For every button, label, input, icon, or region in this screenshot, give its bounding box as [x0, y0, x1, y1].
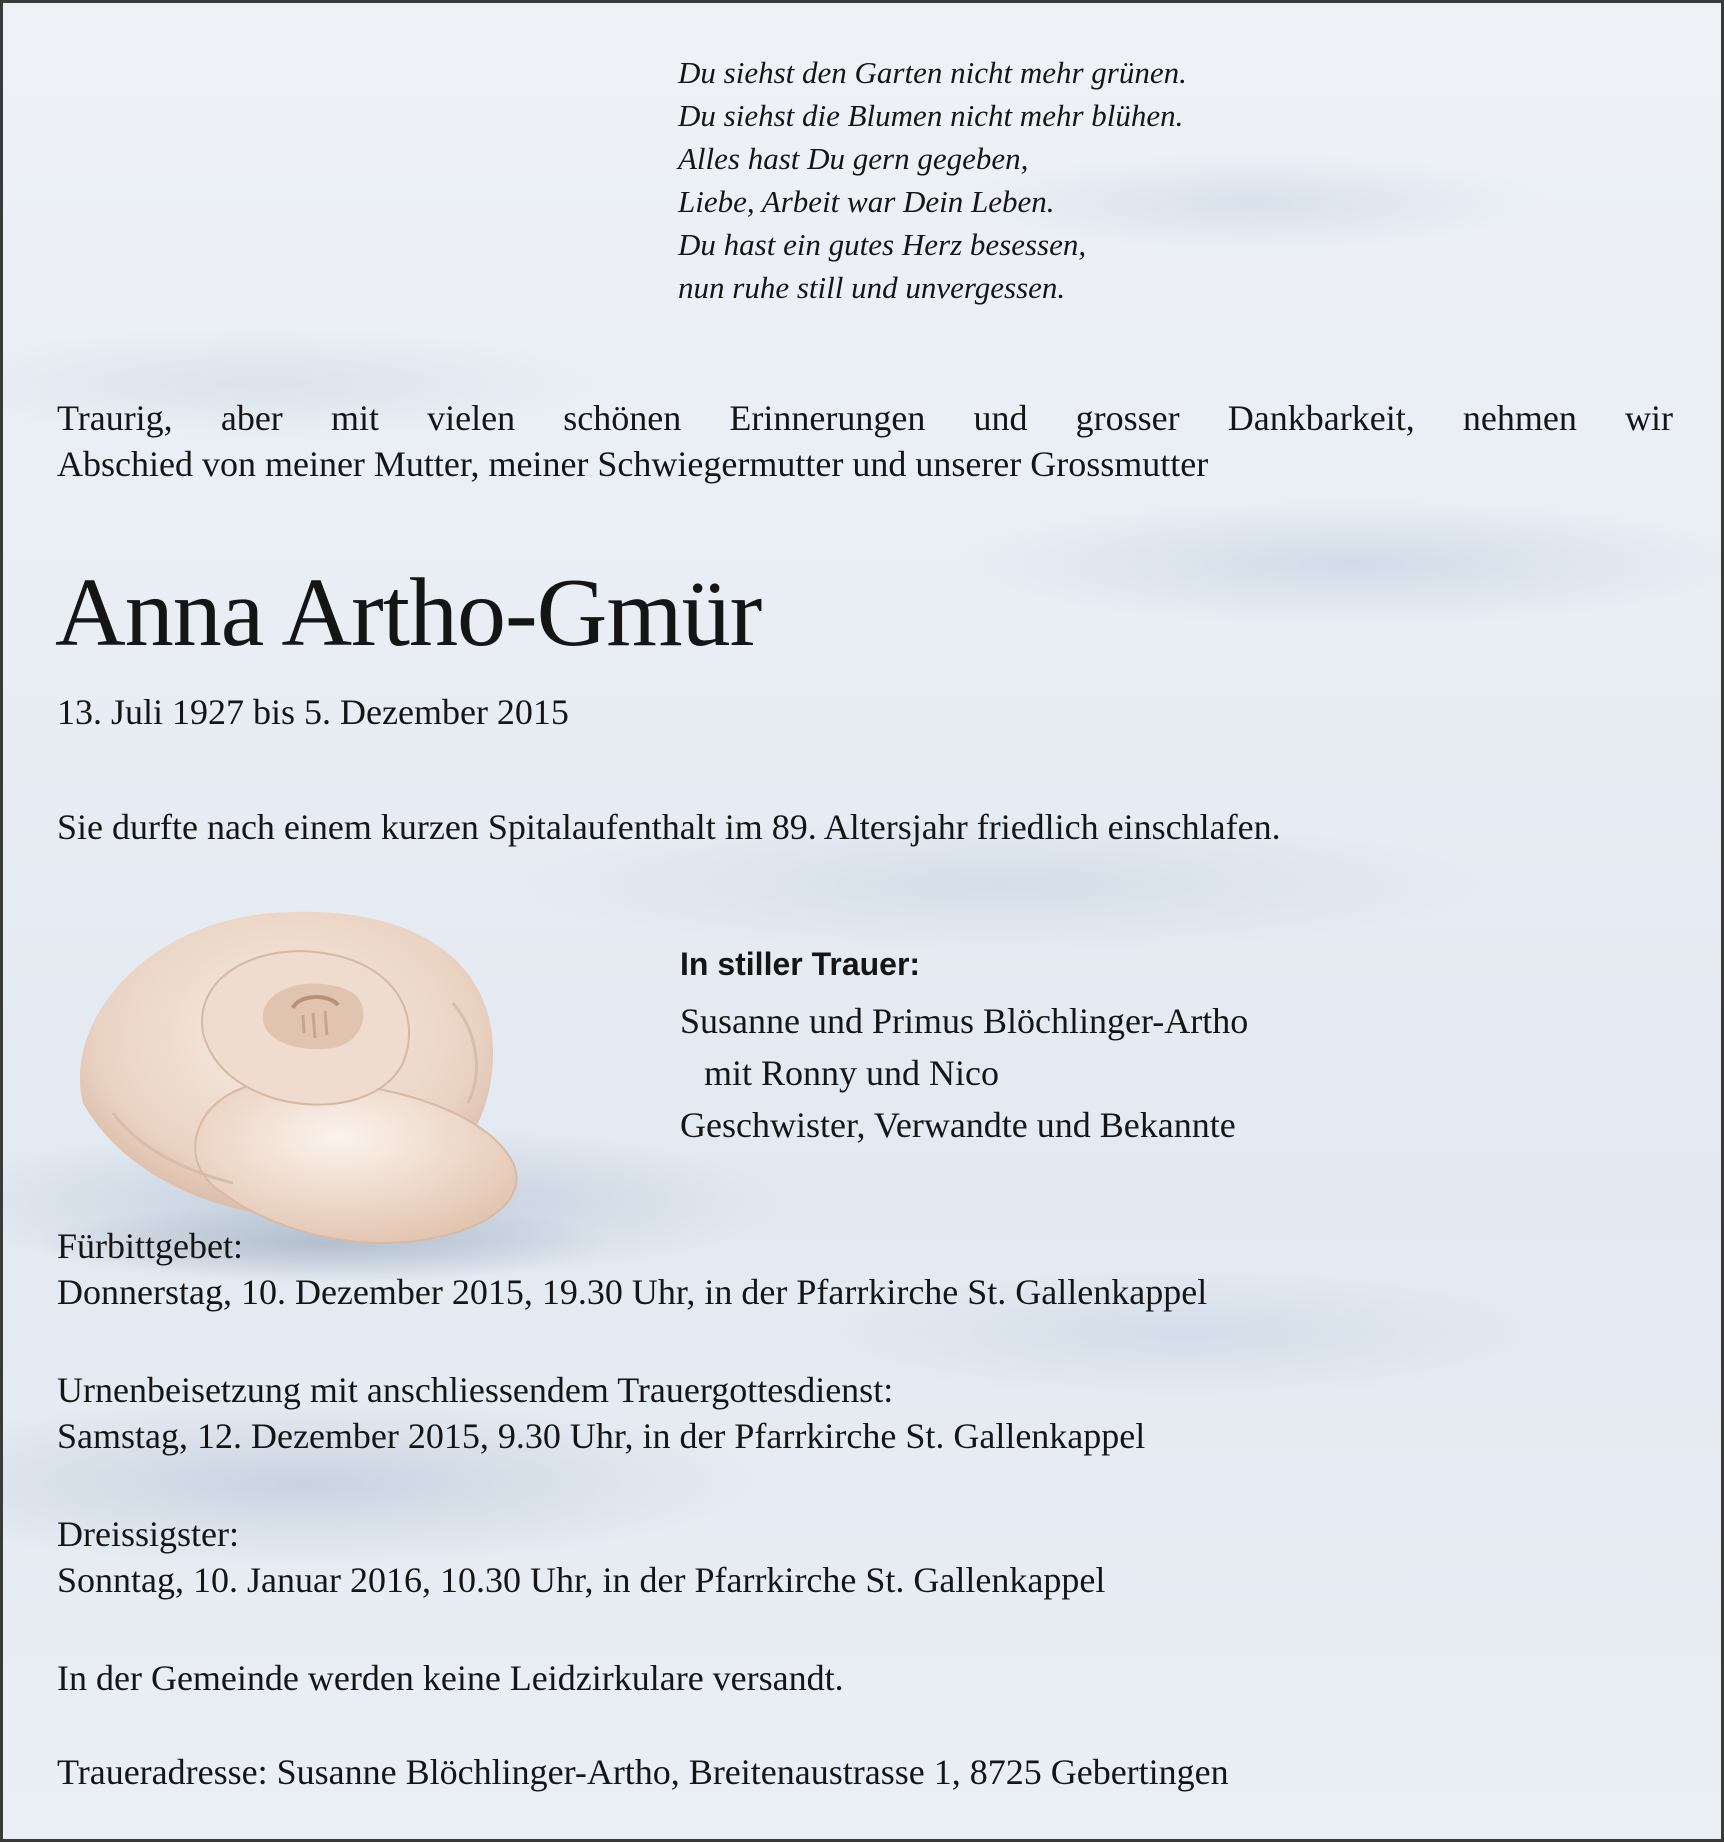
service-label: Dreissigster:	[57, 1514, 239, 1554]
service-label: Fürbittgebet:	[57, 1226, 243, 1266]
service-detail: Samstag, 12. Dezember 2015, 9.30 Uhr, in der Pfarrkirche St. Gallenkappel	[57, 1416, 1146, 1456]
mourning-address: Traueradresse: Susanne Blöchlinger-Artho, Breitenaustrasse 1, 8725 Gebertingen	[57, 1752, 1229, 1792]
intro-line: Abschied von meiner Mutter, meiner Schwiegermutter und unserer Grossmutter	[57, 444, 1209, 484]
mourner-line: Susanne und Primus Blöchlinger-Artho	[680, 1001, 1249, 1041]
life-dates: 13. Juli 1927 bis 5. Dezember 2015	[57, 692, 569, 732]
service-detail: Sonntag, 10. Januar 2016, 10.30 Uhr, in der Pfarrkirche St. Gallenkappel	[57, 1560, 1106, 1600]
deceased-name: Anna Artho-Gmür	[55, 559, 762, 667]
intro-paragraph	[57, 395, 1673, 487]
intro-line: Traurig, aber mit vielen schönen Erinnerungen und grosser Dankbarkeit, nehmen wir	[57, 398, 1673, 438]
poem	[678, 51, 1187, 309]
poem-line: nun ruhe still und unvergessen.	[678, 270, 1066, 305]
service-prayer	[57, 1223, 1207, 1315]
service-thirtieth	[57, 1511, 1105, 1603]
service-burial	[57, 1367, 1145, 1459]
mourners-list	[680, 995, 1248, 1151]
poem-line: Du siehst die Blumen nicht mehr blühen.	[678, 98, 1184, 133]
mourners-heading: In stiller Trauer:	[680, 946, 921, 982]
rose-image	[23, 863, 623, 1283]
service-label: Urnenbeisetzung mit anschliessendem Trauergottesdienst:	[57, 1370, 894, 1410]
mourner-line: mit Ronny und Nico	[704, 1053, 999, 1093]
poem-line: Liebe, Arbeit war Dein Leben.	[678, 184, 1055, 219]
poem-line: Alles hast Du gern gegeben,	[678, 141, 1029, 176]
circular-notice: In der Gemeinde werden keine Leidzirkulare versandt.	[57, 1658, 844, 1698]
poem-line: Du siehst den Garten nicht mehr grünen.	[678, 55, 1187, 90]
poem-line: Du hast ein gutes Herz besessen,	[678, 227, 1087, 262]
service-detail: Donnerstag, 10. Dezember 2015, 19.30 Uhr, in der Pfarrkirche St. Gallenkappel	[57, 1272, 1208, 1312]
passing-text: Sie durfte nach einem kurzen Spitalaufenthalt im 89. Altersjahr friedlich einschlafen.	[57, 807, 1281, 847]
mourner-line: Geschwister, Verwandte und Bekannte	[680, 1105, 1236, 1145]
